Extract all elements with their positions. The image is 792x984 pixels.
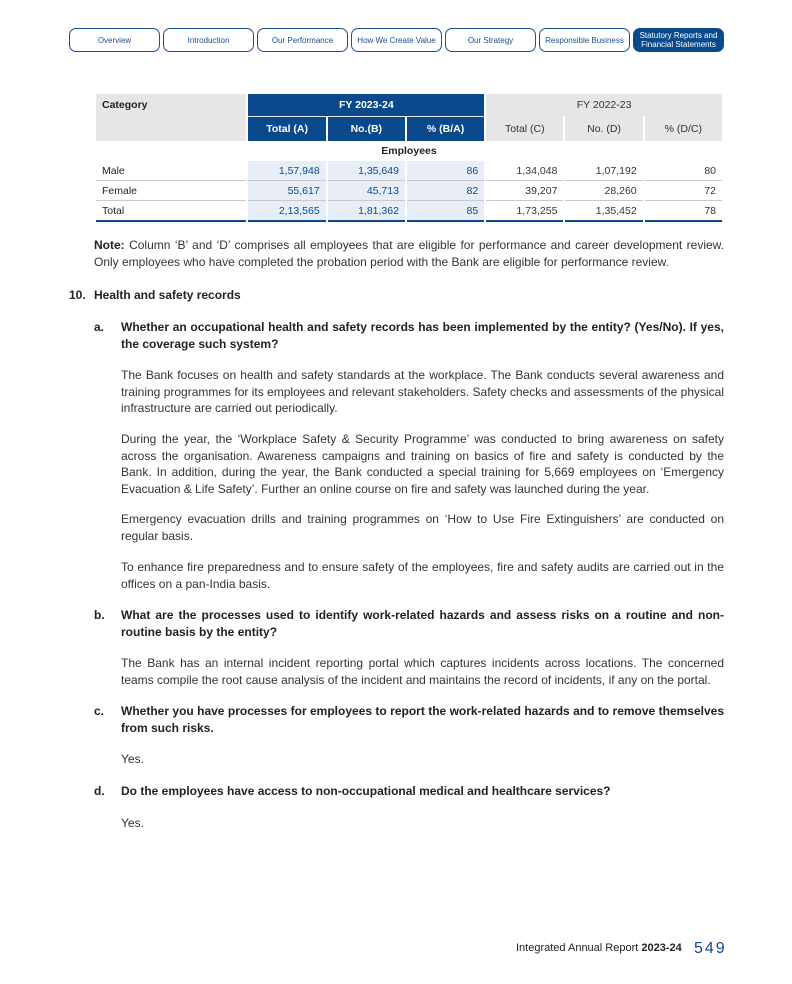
cell-no-d: 1,07,192 (565, 161, 642, 181)
row-category: Female (96, 181, 246, 201)
col-header-total-a: Total (A) (248, 116, 325, 141)
section-heading (69, 288, 241, 302)
col-header-total-c: Total (C) (486, 116, 563, 141)
performance-review-table (94, 94, 724, 222)
tab-our-strategy[interactable]: Our Strategy (445, 28, 536, 52)
question-text: Whether an occupational health and safety records has been implemented by the entity? (Yes/No). If yes, the coverage such system? (121, 320, 724, 351)
answer-paragraph: Yes. (121, 752, 144, 766)
col-header-pct-ba: % (B/A) (407, 116, 484, 141)
tab-overview[interactable]: Overview (69, 28, 160, 52)
question-letter: b. (94, 608, 105, 622)
tab-responsible-business[interactable]: Responsible Business (539, 28, 630, 52)
question-text: Whether you have processes for employees to report the work-related hazards and to remove themselves from such risks. (121, 704, 724, 735)
section-number: 10. (69, 288, 86, 302)
table-row (96, 201, 722, 222)
fy-previous-header: FY 2022-23 (486, 94, 722, 116)
row-category: Total (96, 201, 246, 222)
answer-paragraph: Yes. (121, 816, 144, 830)
question-d (94, 783, 724, 800)
question-b (94, 607, 724, 640)
answer-paragraph: The Bank focuses on health and safety standards at the workplace. The Bank conducts several awareness and training programmes for its employees and relevant stakeholders. Safety checks and assessments of the physical infrastructure are carried out periodically. (121, 368, 724, 415)
cell-total-c: 1,73,255 (486, 201, 563, 222)
col-header-no-d: No. (D) (565, 116, 642, 141)
tab-statutory-line2: Financial Statements (641, 40, 716, 49)
row-category: Male (96, 161, 246, 181)
table-row (96, 181, 722, 201)
cell-no-b: 1,35,649 (328, 161, 405, 181)
table-row (96, 161, 722, 181)
tab-how-we-create-value[interactable]: How We Create Value (351, 28, 442, 52)
report-name: Integrated Annual Report (516, 942, 642, 954)
fy-current-header: FY 2023-24 (248, 94, 484, 116)
question-c (94, 703, 724, 736)
cell-total-c: 39,207 (486, 181, 563, 201)
note-label: Note: (94, 238, 125, 252)
report-year: 2023-24 (641, 942, 682, 954)
cell-total-a: 2,13,565 (248, 201, 325, 222)
tab-statutory-line1: Statutory Reports and (639, 31, 718, 40)
cell-pct-ba: 85 (407, 201, 484, 222)
question-text: Do the employees have access to non-occupational medical and healthcare services? (121, 784, 611, 798)
question-letter: a. (94, 320, 105, 334)
tab-our-performance[interactable]: Our Performance (257, 28, 348, 52)
cell-pct-dc: 78 (645, 201, 722, 222)
cell-pct-dc: 72 (645, 181, 722, 201)
section-title: Health and safety records (94, 288, 241, 302)
answer-paragraph: Emergency evacuation drills and training programmes on ‘How to Use Fire Extinguishers’ are conducted on regular basis. (121, 512, 724, 543)
question-a (94, 319, 724, 352)
cell-no-b: 1,81,362 (328, 201, 405, 222)
cell-no-b: 45,713 (328, 181, 405, 201)
cell-total-a: 1,57,948 (248, 161, 325, 181)
section-nav (69, 28, 724, 52)
question-letter: c. (94, 704, 105, 718)
report-footer (516, 942, 682, 954)
answer-paragraph: During the year, the ‘Workplace Safety & Security Programme’ was conducted to bring awareness on safety across the organisation. Awareness campaigns and training on basics of fire and safety is conducted by the Bank. In addition, during the year, the Bank conducted a special training for 5,669 employees on ‘Emergency Evacuation & Life Safety’. Further an online course on fire and safety was launched during the year. (121, 432, 724, 496)
note-text: Column ‘B’ and ‘D’ comprises all employees that are eligible for performance and career development review. Only employees who have completed the probation period with the Bank are eligible for performance review. (94, 238, 724, 269)
page-number: 549 (694, 940, 727, 957)
group-label-employees: Employees (381, 145, 437, 157)
question-letter: d. (94, 784, 105, 798)
tab-introduction[interactable]: Introduction (163, 28, 254, 52)
answer-paragraph: The Bank has an internal incident reporting portal which captures incidents across locations. The concerned teams compile the root cause analysis of the incident and maintains the record of incidents, if any on the portal. (121, 656, 724, 687)
cell-total-c: 1,34,048 (486, 161, 563, 181)
cell-pct-ba: 82 (407, 181, 484, 201)
cell-no-d: 1,35,452 (565, 201, 642, 222)
cell-total-a: 55,617 (248, 181, 325, 201)
cell-no-d: 28,260 (565, 181, 642, 201)
cell-pct-ba: 86 (407, 161, 484, 181)
col-header-pct-dc: % (D/C) (645, 116, 722, 141)
table-note (94, 237, 724, 270)
answer-paragraph: To enhance fire preparedness and to ensure safety of the employees, fire and safety audits are carried out in the offices on a pan-India basis. (121, 560, 724, 591)
col-header-no-b: No.(B) (328, 116, 405, 141)
category-header: Category (96, 94, 246, 141)
question-text: What are the processes used to identify work-related hazards and assess risks on a routine and non-routine basis by the entity? (121, 608, 724, 639)
tab-statutory-reports[interactable] (633, 28, 724, 52)
cell-pct-dc: 80 (645, 161, 722, 181)
